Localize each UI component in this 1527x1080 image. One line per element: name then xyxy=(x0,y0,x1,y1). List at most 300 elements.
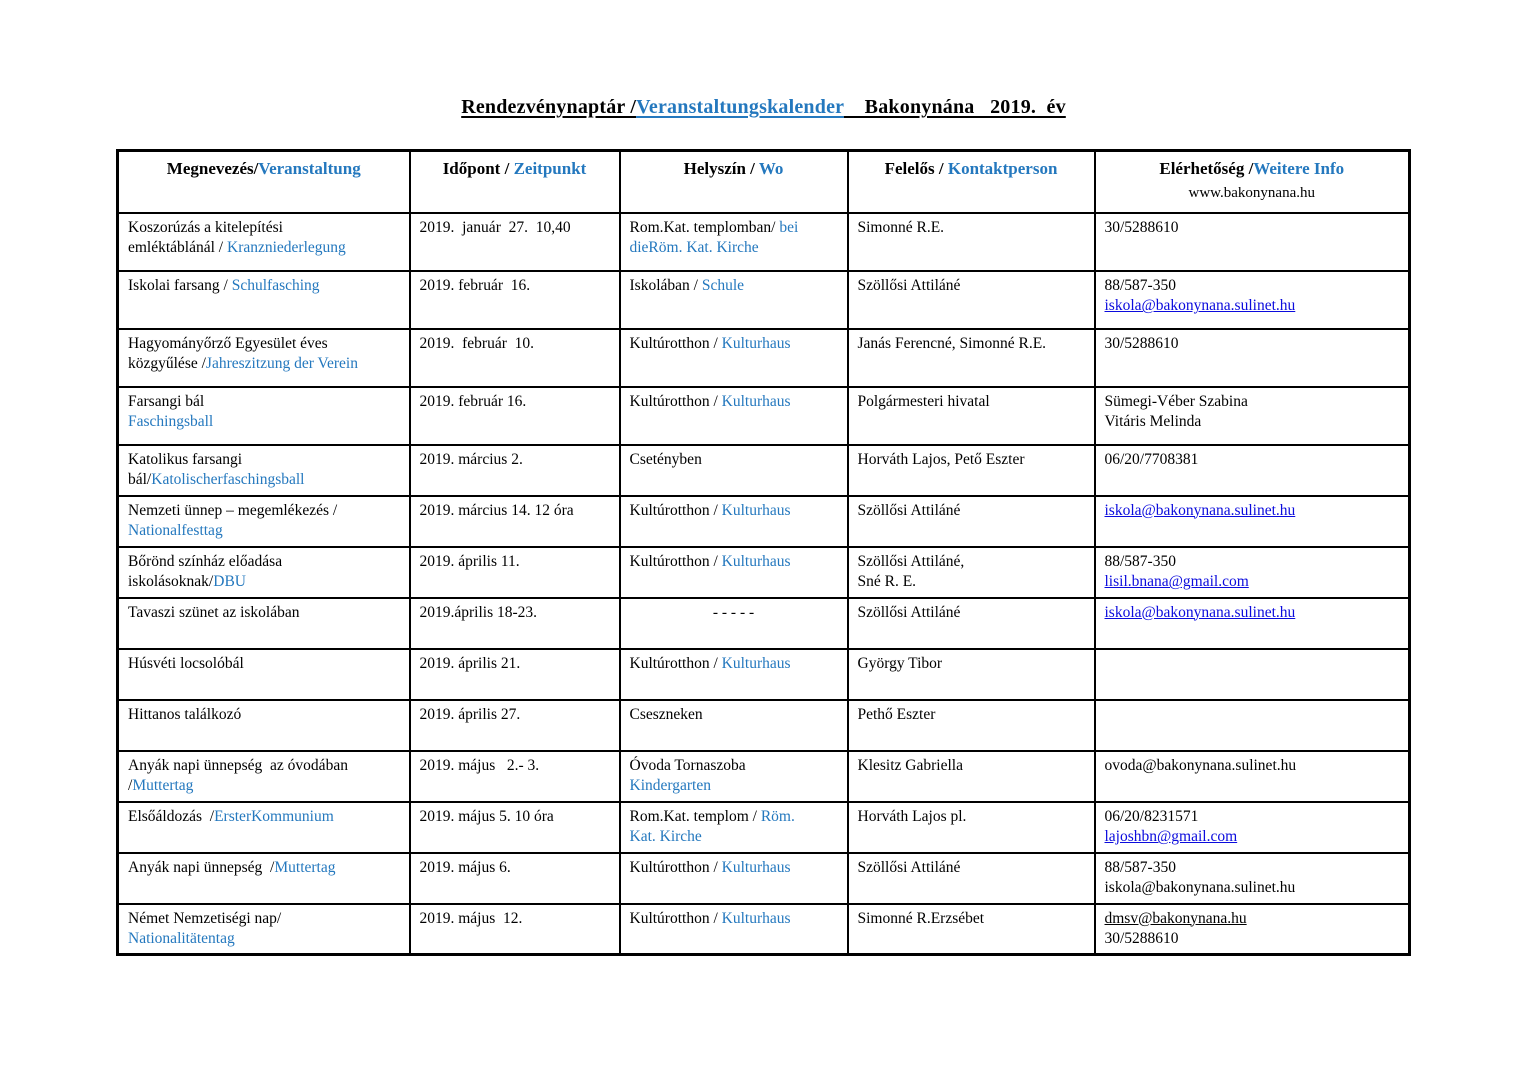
text-line xyxy=(420,450,610,471)
text-line xyxy=(128,501,400,522)
table-row xyxy=(118,802,1410,853)
email-link[interactable]: dmsv@bakonynana.hu xyxy=(1104,909,1247,927)
text-run: Szöllősi Attiláné xyxy=(857,276,961,294)
table-row xyxy=(118,853,1410,904)
page-title-hungarian: Rendezvénynaptár / xyxy=(461,96,637,118)
text-line xyxy=(1105,807,1400,828)
text-run: Kultúrotthon / xyxy=(629,501,722,519)
text-run: Szöllősi Attiláné xyxy=(857,603,961,621)
cell-felelos xyxy=(848,904,1095,955)
text-line xyxy=(1105,827,1400,848)
cell-idopont xyxy=(410,445,620,496)
text-run: 2019.április 18-23. xyxy=(419,603,538,621)
text-line xyxy=(1105,572,1400,593)
cell-megnevezes xyxy=(118,649,410,700)
table-header xyxy=(118,151,1410,213)
text-line xyxy=(420,909,610,930)
text-run: Muttertag xyxy=(132,777,194,795)
text-run: Helyszín / xyxy=(683,159,759,178)
cell-felelos xyxy=(848,445,1095,496)
table-row xyxy=(118,649,1410,700)
text-run: 06/20/7708381 xyxy=(1104,450,1199,468)
text-line xyxy=(1105,412,1400,433)
text-line xyxy=(128,756,400,777)
cell-helyszin xyxy=(620,700,848,751)
text-run: Horváth Lajos pl. xyxy=(857,807,967,825)
cell-idopont xyxy=(410,904,620,955)
header-cell-elerhetoseg xyxy=(1095,151,1410,213)
text-line xyxy=(128,572,400,593)
text-run: Farsangi bál xyxy=(128,392,205,410)
cell-idopont xyxy=(410,271,620,329)
text-line xyxy=(858,501,1085,522)
text-run: 2019. március 2. xyxy=(419,450,523,468)
header-cell-felelos xyxy=(848,151,1095,213)
text-run: Kulturhaus xyxy=(721,552,791,570)
text-run: Iskolában / xyxy=(629,276,702,294)
text-line xyxy=(128,276,400,297)
text-run: Szöllősi Attiláné xyxy=(857,501,961,519)
text-run: - - - - - xyxy=(712,603,755,621)
text-line xyxy=(128,354,400,375)
text-run: Bőrönd színház előadása xyxy=(128,552,283,570)
email-link[interactable]: iskola@bakonynana.sulinet.hu xyxy=(1104,501,1296,519)
text-run: Rom.Kat. templom / xyxy=(629,807,761,825)
text-line xyxy=(858,603,1085,624)
text-run: Kulturhaus xyxy=(721,909,791,927)
text-run: Katolikus farsangi xyxy=(128,450,243,468)
cell-elerhetoseg xyxy=(1095,853,1410,904)
text-run: ErsterKommunium xyxy=(214,807,334,825)
text-line xyxy=(858,218,1085,239)
cell-helyszin xyxy=(620,445,848,496)
text-line xyxy=(420,276,610,297)
text-line xyxy=(858,158,1085,181)
text-line xyxy=(1105,756,1400,777)
text-run: Sné R. E. xyxy=(857,573,917,591)
text-line xyxy=(420,654,610,675)
cell-elerhetoseg xyxy=(1095,904,1410,955)
page-title-german: Veranstaltungskalender xyxy=(636,96,844,118)
cell-idopont xyxy=(410,802,620,853)
text-run: Elérhetőség / xyxy=(1159,159,1254,178)
text-line xyxy=(128,654,400,675)
text-line xyxy=(128,776,400,797)
text-run: / xyxy=(128,777,133,795)
cell-elerhetoseg xyxy=(1095,387,1410,445)
text-run: 88/587-350 xyxy=(1104,276,1176,294)
cell-idopont xyxy=(410,387,620,445)
cell-helyszin xyxy=(620,904,848,955)
text-run: Megnevezés/ xyxy=(166,159,259,178)
text-run: ovoda@bakonynana.sulinet.hu xyxy=(1104,756,1297,774)
cell-helyszin xyxy=(620,329,848,387)
text-run: Nationalfesttag xyxy=(128,522,223,540)
text-run: Simonné R.Erzsébet xyxy=(857,909,985,927)
text-run: 06/20/8231571 xyxy=(1104,807,1199,825)
text-run: iskolásoknak/ xyxy=(128,573,214,591)
text-run: 2019. április 11. xyxy=(419,552,520,570)
text-line xyxy=(630,552,838,573)
text-run: Jahreszitzung der Verein xyxy=(205,355,358,373)
text-line xyxy=(858,654,1085,675)
table-body xyxy=(118,213,1410,955)
cell-felelos xyxy=(848,802,1095,853)
text-line xyxy=(1105,603,1400,624)
text-run: 88/587-350 xyxy=(1104,552,1176,570)
text-run: 2019. április 21. xyxy=(419,654,521,672)
cell-helyszin xyxy=(620,547,848,598)
text-line xyxy=(128,705,400,726)
text-run: Kulturhaus xyxy=(721,392,791,410)
text-run: Wo xyxy=(758,159,784,178)
text-run: Veranstaltung xyxy=(258,159,361,178)
cell-megnevezes xyxy=(118,329,410,387)
text-line xyxy=(420,218,610,239)
text-run: Koszorúzás a kitelepítési xyxy=(128,218,283,236)
text-run: Simonné R.E. xyxy=(857,218,945,236)
text-run: Kat. Kirche xyxy=(629,828,702,846)
text-line xyxy=(1105,334,1400,355)
text-run: Hagyományőrző Egyesület éves xyxy=(128,334,328,352)
cell-helyszin xyxy=(620,598,848,649)
cell-elerhetoseg xyxy=(1095,547,1410,598)
table-row xyxy=(118,387,1410,445)
text-line xyxy=(128,450,400,471)
text-run: www.bakonynana.hu xyxy=(1188,184,1315,201)
cell-felelos xyxy=(848,598,1095,649)
email-link[interactable]: lajoshbn@gmail.com xyxy=(1104,828,1238,846)
text-line xyxy=(1105,858,1400,879)
cell-megnevezes xyxy=(118,598,410,649)
text-run: Kultúrotthon / xyxy=(629,654,722,672)
text-line xyxy=(630,276,838,297)
text-run: Hittanos találkozó xyxy=(128,705,242,723)
cell-megnevezes xyxy=(118,802,410,853)
text-line xyxy=(1105,909,1400,930)
cell-felelos xyxy=(848,700,1095,751)
text-line xyxy=(858,392,1085,413)
text-line xyxy=(128,218,400,239)
text-run: Német Nemzetiségi nap/ xyxy=(128,909,282,927)
text-run: 2019. február 10. xyxy=(419,334,534,352)
text-line xyxy=(630,450,838,471)
text-run: Felelős / xyxy=(884,159,948,178)
text-line xyxy=(420,334,610,355)
text-run: DBU xyxy=(213,573,246,591)
text-run: közgyűlése / xyxy=(128,355,206,373)
cell-helyszin xyxy=(620,751,848,802)
text-run: Óvoda Tornaszoba xyxy=(629,756,746,774)
email-link[interactable]: lisil.bnana@gmail.com xyxy=(1104,573,1249,591)
text-line xyxy=(420,158,610,181)
cell-elerhetoseg xyxy=(1095,329,1410,387)
text-run: Anyák napi ünnepség / xyxy=(128,858,275,876)
text-run: Szöllősi Attiláné, xyxy=(857,552,965,570)
cell-helyszin xyxy=(620,271,848,329)
text-line xyxy=(630,827,838,848)
text-run: Tavaszi szünet az iskolában xyxy=(128,603,300,621)
text-run: Katolischerfaschingsball xyxy=(151,471,305,489)
cell-idopont xyxy=(410,496,620,547)
cell-helyszin xyxy=(620,213,848,271)
text-line xyxy=(630,858,838,879)
cell-helyszin xyxy=(620,496,848,547)
text-run: Zeitpunkt xyxy=(513,159,587,178)
text-line xyxy=(858,552,1085,573)
text-run: Kultúrotthon / xyxy=(629,909,722,927)
text-run: Janás Ferencné, Simonné R.E. xyxy=(857,334,1047,352)
text-run: Muttertag xyxy=(274,858,336,876)
text-run: 2019. május 6. xyxy=(419,858,511,876)
text-run: Horváth Lajos, Pető Eszter xyxy=(857,450,1025,468)
text-line xyxy=(128,238,400,259)
text-run: 2019. március 14. 12 óra xyxy=(419,501,574,519)
text-run: 2019. február 16. xyxy=(419,276,531,294)
text-run: iskola@bakonynana.sulinet.hu xyxy=(1104,879,1296,897)
text-line xyxy=(128,858,400,879)
header-row xyxy=(118,151,1410,213)
cell-megnevezes xyxy=(118,445,410,496)
text-run: Röm. xyxy=(760,807,795,825)
text-line xyxy=(128,412,400,433)
cell-helyszin xyxy=(620,853,848,904)
text-line xyxy=(630,392,838,413)
cell-elerhetoseg xyxy=(1095,802,1410,853)
cell-idopont xyxy=(410,598,620,649)
table-row xyxy=(118,700,1410,751)
text-line xyxy=(858,276,1085,297)
text-run: Csetényben xyxy=(629,450,702,468)
table-row xyxy=(118,213,1410,271)
text-line xyxy=(420,552,610,573)
cell-felelos xyxy=(848,387,1095,445)
table-row xyxy=(118,496,1410,547)
text-run: emléktáblánál / xyxy=(128,239,227,257)
text-line xyxy=(630,238,838,259)
text-run: Kontaktperson xyxy=(947,159,1058,178)
cell-felelos xyxy=(848,547,1095,598)
cell-megnevezes xyxy=(118,751,410,802)
cell-felelos xyxy=(848,271,1095,329)
text-run: Kindergarten xyxy=(629,777,711,795)
text-run: Rom.Kat. templomban/ xyxy=(629,218,780,236)
cell-elerhetoseg xyxy=(1095,271,1410,329)
text-line xyxy=(128,334,400,355)
text-run: Kultúrotthon / xyxy=(629,858,722,876)
text-run: György Tibor xyxy=(857,654,943,672)
event-calendar-table xyxy=(116,149,1411,956)
text-run: 2019. február 16. xyxy=(419,392,527,410)
text-line xyxy=(128,552,400,573)
text-line xyxy=(630,334,838,355)
text-line xyxy=(128,470,400,491)
text-run: 2019. május 2.- 3. xyxy=(419,756,540,774)
text-line xyxy=(630,756,838,777)
cell-elerhetoseg xyxy=(1095,598,1410,649)
cell-megnevezes xyxy=(118,853,410,904)
text-run: Schulfasching xyxy=(231,276,320,294)
text-line xyxy=(1105,181,1400,204)
text-run: Kulturhaus xyxy=(721,654,791,672)
text-line xyxy=(858,705,1085,726)
text-line xyxy=(1105,552,1400,573)
cell-felelos xyxy=(848,649,1095,700)
text-run: Iskolai farsang / xyxy=(128,276,232,294)
text-line xyxy=(1105,878,1400,899)
header-cell-megnevezes xyxy=(118,151,410,213)
text-line xyxy=(1105,276,1400,297)
text-line xyxy=(630,218,838,239)
text-run: Polgármesteri hivatal xyxy=(857,392,990,410)
cell-megnevezes xyxy=(118,904,410,955)
cell-helyszin xyxy=(620,387,848,445)
text-run: Nationalitätentag xyxy=(128,930,235,948)
email-link[interactable]: iskola@bakonynana.sulinet.hu xyxy=(1104,297,1296,315)
text-line xyxy=(1105,218,1400,239)
text-run: Kulturhaus xyxy=(721,334,791,352)
text-run: Cseszneken xyxy=(629,705,703,723)
text-run: Elsőáldozás / xyxy=(128,807,215,825)
text-run: Weitere Info xyxy=(1253,159,1345,178)
page-title xyxy=(0,96,1527,119)
text-run: Sümegi-Véber Szabina xyxy=(1104,392,1248,410)
text-line xyxy=(630,807,838,828)
cell-felelos xyxy=(848,496,1095,547)
table-row xyxy=(118,598,1410,649)
cell-elerhetoseg xyxy=(1095,649,1410,700)
text-line xyxy=(630,654,838,675)
text-run: Faschingsball xyxy=(128,413,214,431)
text-run: 2019. május 12. xyxy=(419,909,523,927)
text-run: Vitáris Melinda xyxy=(1104,413,1202,431)
cell-elerhetoseg xyxy=(1095,445,1410,496)
text-line xyxy=(1105,501,1400,522)
cell-idopont xyxy=(410,547,620,598)
email-link[interactable]: iskola@bakonynana.sulinet.hu xyxy=(1104,603,1296,621)
cell-idopont xyxy=(410,329,620,387)
text-line xyxy=(128,929,400,950)
header-cell-idopont xyxy=(410,151,620,213)
text-run: 2019. január 27. 10,40 xyxy=(419,218,571,236)
text-run: 30/5288610 xyxy=(1104,930,1179,948)
text-line xyxy=(420,807,610,828)
text-run: 2019. május 5. 10 óra xyxy=(419,807,554,825)
cell-megnevezes xyxy=(118,271,410,329)
table-row xyxy=(118,751,1410,802)
text-run: Kultúrotthon / xyxy=(629,334,722,352)
text-run: bál/ xyxy=(128,471,152,489)
cell-idopont xyxy=(410,853,620,904)
text-line xyxy=(420,392,610,413)
cell-felelos xyxy=(848,329,1095,387)
text-run: Kulturhaus xyxy=(721,501,791,519)
text-line xyxy=(128,158,400,181)
text-line xyxy=(1105,929,1400,950)
text-line xyxy=(630,501,838,522)
cell-elerhetoseg xyxy=(1095,496,1410,547)
text-run: Kultúrotthon / xyxy=(629,392,722,410)
table-row xyxy=(118,329,1410,387)
text-run: bei xyxy=(779,218,799,236)
cell-elerhetoseg xyxy=(1095,700,1410,751)
text-line xyxy=(128,807,400,828)
text-run: Pethő Eszter xyxy=(857,705,936,723)
header-cell-helyszin xyxy=(620,151,848,213)
cell-felelos xyxy=(848,751,1095,802)
text-line xyxy=(420,501,610,522)
cell-megnevezes xyxy=(118,547,410,598)
text-line xyxy=(858,858,1085,879)
text-run: Schule xyxy=(701,276,745,294)
text-line xyxy=(630,776,838,797)
page-title-place-year: Bakonynána 2019. év xyxy=(843,96,1066,118)
cell-idopont xyxy=(410,751,620,802)
text-run: Kulturhaus xyxy=(721,858,791,876)
text-run: Anyák napi ünnepség az óvodában xyxy=(128,756,348,774)
cell-helyszin xyxy=(620,649,848,700)
text-line xyxy=(128,521,400,542)
text-run: 88/587-350 xyxy=(1104,858,1176,876)
text-run: 2019. április 27. xyxy=(419,705,521,723)
cell-megnevezes xyxy=(118,213,410,271)
text-run: Kultúrotthon / xyxy=(629,552,722,570)
text-run: 30/5288610 xyxy=(1104,334,1179,352)
cell-idopont xyxy=(410,213,620,271)
table-row xyxy=(118,445,1410,496)
text-line xyxy=(420,858,610,879)
text-line xyxy=(128,603,400,624)
text-line xyxy=(858,756,1085,777)
text-run: Nemzeti ünnep – megemlékezés / xyxy=(128,501,338,519)
text-line xyxy=(630,909,838,930)
text-line xyxy=(1105,158,1400,181)
cell-megnevezes xyxy=(118,700,410,751)
text-line xyxy=(1105,296,1400,317)
text-line xyxy=(858,572,1085,593)
cell-felelos xyxy=(848,213,1095,271)
text-line xyxy=(630,705,838,726)
text-run: dieRöm. Kat. Kirche xyxy=(629,239,759,257)
text-line xyxy=(420,756,610,777)
text-line xyxy=(420,705,610,726)
text-line xyxy=(128,909,400,930)
text-line xyxy=(630,603,838,624)
text-line xyxy=(128,392,400,413)
text-run: Szöllősi Attiláné xyxy=(857,858,961,876)
text-run: Időpont / xyxy=(442,159,514,178)
text-run: Klesitz Gabriella xyxy=(857,756,963,774)
cell-felelos xyxy=(848,853,1095,904)
text-line xyxy=(630,158,838,181)
text-line xyxy=(420,603,610,624)
text-line xyxy=(1105,392,1400,413)
cell-megnevezes xyxy=(118,387,410,445)
text-line xyxy=(858,334,1085,355)
text-line xyxy=(858,807,1085,828)
table-row xyxy=(118,904,1410,955)
text-run: Húsvéti locsolóbál xyxy=(128,654,244,672)
text-line xyxy=(858,450,1085,471)
cell-idopont xyxy=(410,700,620,751)
text-line xyxy=(1105,450,1400,471)
table-row xyxy=(118,271,1410,329)
cell-elerhetoseg xyxy=(1095,213,1410,271)
table-row xyxy=(118,547,1410,598)
text-run: Kranzniederlegung xyxy=(227,239,346,257)
cell-helyszin xyxy=(620,802,848,853)
cell-idopont xyxy=(410,649,620,700)
